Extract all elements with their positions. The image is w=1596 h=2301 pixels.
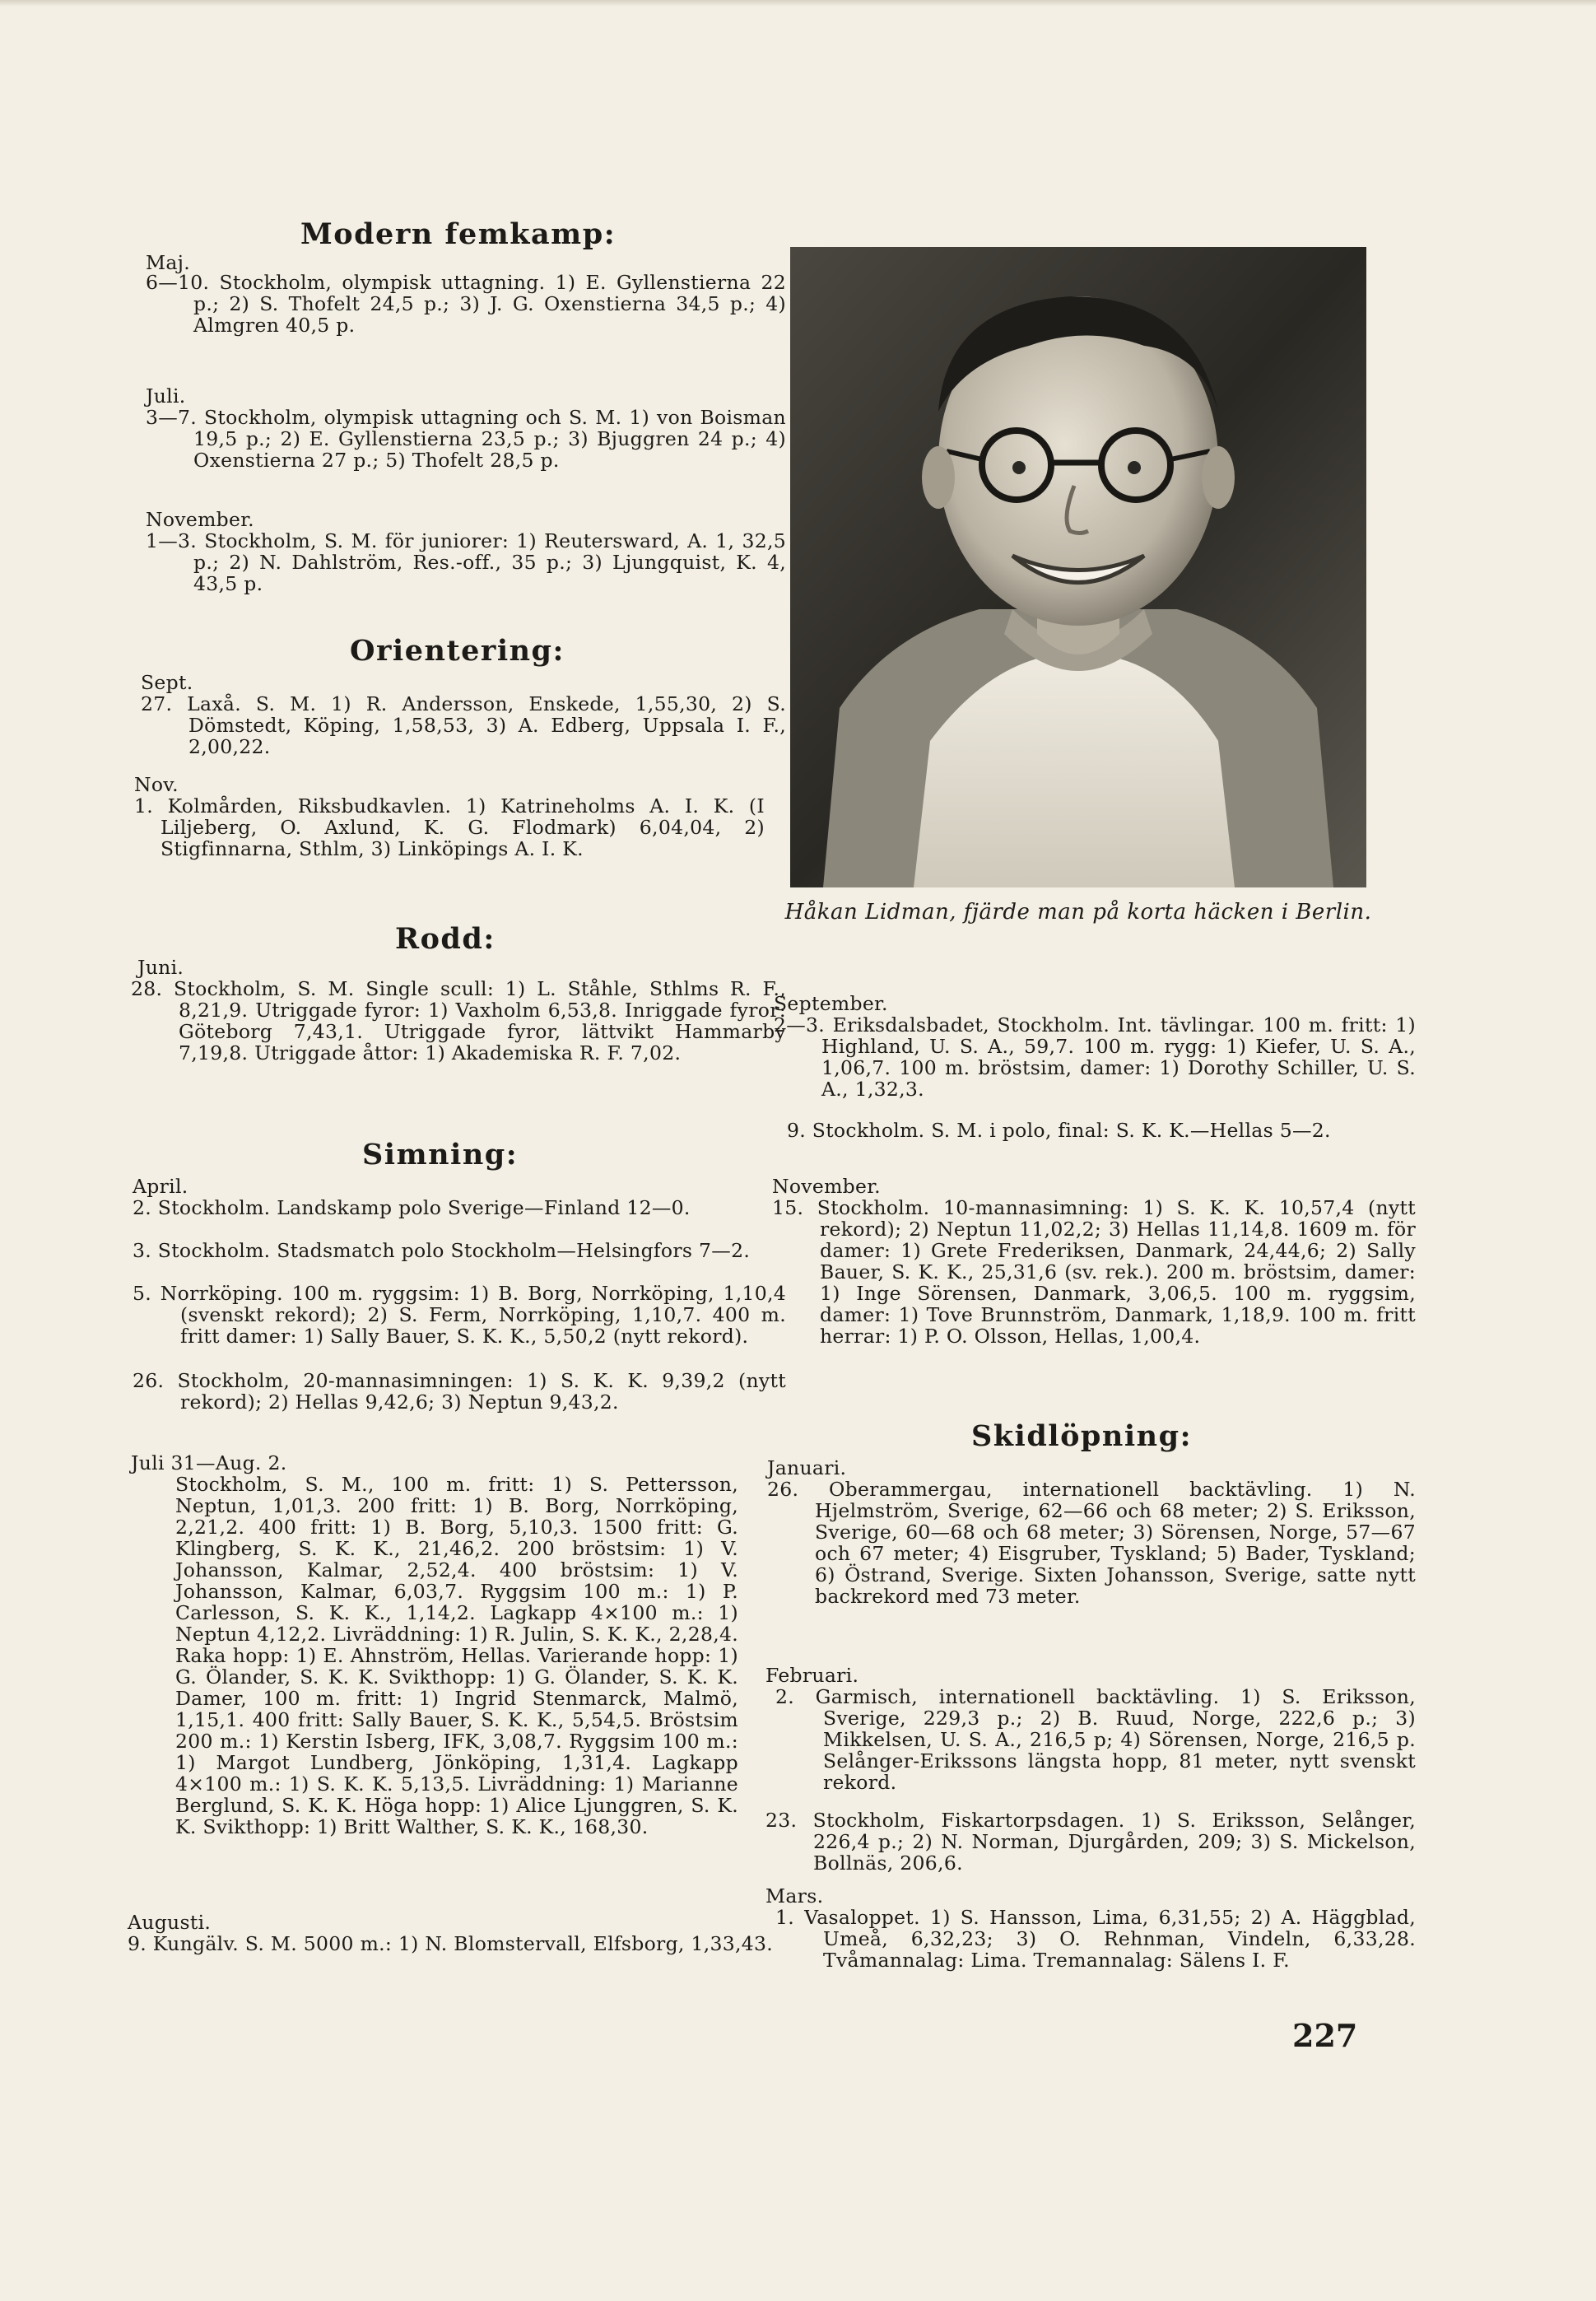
entry-simning-november: 15. Stockholm. 10-mannasimning: 1) S. K. K. 10,57,4 (nytt rekord); 2) Neptun 11,02,2; 3) Hellas 11,14,8. 1609 m. för damer: 1) Grete Frederiksen, Danmark, 24,44,6; 2) Sally Bauer, S. K. K., 25,31,6 (sv. rek.). 200 m. bröstsim, damer: 1) Inge Sörensen, Danmark, 3,06,5. 100 m. ryggsim, damer: 1) Tove Brunnström, Danmark, 1,18,9. 100 m. fritt herrar: 1) P. O. Olsson, Hellas, 1,00,4. [772,1196,1416,1348]
heading-simning: Simning: [362,1138,519,1171]
entry-skid-mars: 1. Vasaloppet. 1) S. Hansson, Lima, 6,31,55; 2) A. Häggblad, Umeå, 6,32,23; 3) O. Rehnman, Vindeln, 6,33,28. Tvåmannalag: Lima. Tremannalag: Sälens I. F. [775,1906,1416,1972]
portrait-photo [790,247,1366,887]
entry-simning-september-1: 2—3. Eriksdalsbadet, Stockholm. Int. tävlingar. 100 m. fritt: 1) Highland, U. S. A., 59,7. 100 m. rygg: 1) Kiefer, U. S. A., 1,06,7. 100 m. bröstsim, damer: 1) Dorothy Schiller, U. S. A., 1,32,3. [774,1013,1416,1101]
portrait-illustration [790,247,1366,887]
month-maj: Maj. [146,251,191,274]
entry-simning-juli: Stockholm, S. M., 100 m. fritt: 1) S. Pettersson, Neptun, 1,01,3. 200 fritt: 1) B. Borg, Norrköping, 2,21,2. 400 fritt: 1) B. Borg, 5,10,3. 1500 fritt: G. Klingberg, S. K. K., 21,46,2. 200 bröstsim: 1) V. Johansson, Kalmar, 2,52,4. 400 bröstsim: 1) V. Johansson, Kalmar, 6,03,7. Ryggsim 100 m.: 1) P. Carlesson, S. K. K., 1,14,2. Lagkapp 4×100 m.: 1) Neptun 4,12,2. Livräddning: 1) R. Julin, S. K. K., 2,28,4. Raka hopp: 1) E. Ahnström, Hellas. Varierande hopp: 1) G. Ölander, S. K. K. Svikthopp: 1) G. Ölander, S. K. K. Damer, 100 m. fritt: 1) Ingrid Stenmarck, Malmö, 1,15,1. 400 fritt: Sally Bauer, S. K. K., 5,54,5. Bröstsim 200 m.: 1) Kerstin Isberg, IFK, 3,08,7. Ryggsim 100 m.: 1) Margot Lundberg, Jönköping, 1,31,4. Lagkapp 4×100 m.: 1) S. K. K. 5,13,5. Livräddning: 1) Marianne Berglund, S. K. K. Höga hopp: 1) Alice Ljunggren, S. K. K. Svikthopp: 1) Britt Walther, S. K. K., 168,30. [175,1473,738,1838]
heading-rodd: Rodd: [395,922,496,956]
entry-simning-april-3: 5. Norrköping. 100 m. ryggsim: 1) B. Borg, Norrköping, 1,10,4 (svenskt rekord); 2) S. Ferm, Norrköping, 1,10,7. 400 m. fritt damer: 1) Sally Bauer, S. K. K., 5,50,2 (nytt rekord). [133,1282,786,1348]
month-april: April. [133,1175,188,1198]
month-sept: Sept. [141,671,193,694]
entry-simning-april-4: 26. Stockholm, 20-mannasimningen: 1) S. K. K. 9,39,2 (nytt rekord); 2) Hellas 9,42,6; 3) Neptun 9,43,2. [133,1369,786,1414]
month-mars: Mars. [765,1884,824,1907]
heading-orientering: Orientering: [350,634,565,668]
entry-rodd-juni: 28. Stockholm, S. M. Single scull: 1) L. Ståhle, Sthlms R. F., 8,21,9. Utriggade fyror: 1) Vaxholm 6,53,8. Inriggade fyror: Göteborg 7,43,1. Utriggade fyror, lättvikt Hammarby 7,19,8. Utriggade åttor: 1) Akademiska R. F. 7,02. [131,977,786,1064]
month-juli-aug: Juli 31—Aug. 2. [131,1451,287,1474]
entry-simning-april-2: 3. Stockholm. Stadsmatch polo Stockholm—Helsingfors 7—2. [133,1239,751,1262]
month-november: November. [146,508,254,531]
entry-simning-april-1: 2. Stockholm. Landskamp polo Sverige—Finland 12—0. [133,1196,691,1219]
page-number: 227 [1292,2017,1358,2054]
entry-orientering-nov: 1. Kolmården, Riksbudkavlen. 1) Katrineholms A. I. K. (I Liljeberg, O. Axlund, K. G. Flodmark) 6,04,04, 2) Stigfinnarna, Sthlm, 3) Linköpings A. I. K. [134,794,765,860]
month-september: September. [774,992,888,1015]
entry-femkamp-maj: 6—10. Stockholm, olympisk uttagning. 1) E. Gyllenstierna 22 p.; 2) S. Thofelt 24,5 p.; 3) J. G. Oxenstierna 34,5 p.; 4) Almgren 40,5 p. [146,271,786,337]
month-februari: Februari. [765,1664,859,1687]
entry-femkamp-november: 1—3. Stockholm, S. M. för juniorer: 1) Reutersward, A. 1, 32,5 p.; 2) N. Dahlström, Res.-off., 35 p.; 3) Ljungquist, K. 4, 43,5 p. [146,529,786,595]
entry-femkamp-juli: 3—7. Stockholm, olympisk uttagning och S. M. 1) von Boisman 19,5 p.; 2) E. Gyllenstierna 23,5 p.; 3) Bjuggren 24 p.; 4) Oxenstierna 27 p.; 5) Thofelt 28,5 p. [146,406,786,472]
month-november-simning: November. [772,1175,881,1198]
entry-skid-februari-1: 2. Garmisch, internationell backtävling. 1) S. Eriksson, Sverige, 229,3 p.; 2) B. Ruud, Norge, 222,6 p.; 3) Mikkelsen, U. S. A., 216,5 p; 4) Sörensen, Norge, 216,5 p. Selånger-Erikssons längsta hopp, 81 meter, nytt svenskt rekord. [775,1685,1416,1794]
entry-orientering-sept: 27. Laxå. S. M. 1) R. Andersson, Enskede, 1,55,30, 2) S. Dömstedt, Köping, 1,58,53, 3) A. Edberg, Uppsala I. F., 2,00,22. [141,692,786,758]
photo-caption: Håkan Lidman, fjärde man på korta häcken i Berlin. [784,900,1372,925]
entry-skid-februari-2: 23. Stockholm, Fiskartorpsdagen. 1) S. Eriksson, Selånger, 226,4 p.; 2) N. Norman, Djurgården, 209; 3) S. Mickelson, Bollnäs, 206,6. [765,1809,1416,1875]
heading-skidlopning: Skidlöpning: [971,1419,1192,1453]
month-januari: Januari. [767,1456,847,1479]
month-juni: Juni. [137,956,184,979]
month-nov: Nov. [134,773,179,796]
heading-modern-femkamp: Modern femkamp: [300,217,617,251]
entry-skid-januari: 26. Oberammergau, internationell backtävling. 1) N. Hjelmström, Sverige, 62—66 och 68 meter; 2) S. Eriksson, Sverige, 60—68 och 68 meter; 3) Sörensen, Norge, 57—67 och 67 meter; 4) Eisgruber, Tyskland; 5) Bader, Tyskland; 6) Östrand, Sverige. Sixten Johansson, Sverige, satte nytt backrekord med 73 meter. [767,1478,1416,1608]
entry-simning-september-2: 9. Stockholm. S. M. i polo, final: S. K. K.—Hellas 5—2. [787,1119,1331,1142]
page-edge [0,0,1596,7]
month-juli: Juli. [146,384,186,408]
month-augusti: Augusti. [128,1911,212,1934]
entry-simning-augusti: 9. Kungälv. S. M. 5000 m.: 1) N. Blomstervall, Elfsborg, 1,33,43. [128,1932,774,1955]
